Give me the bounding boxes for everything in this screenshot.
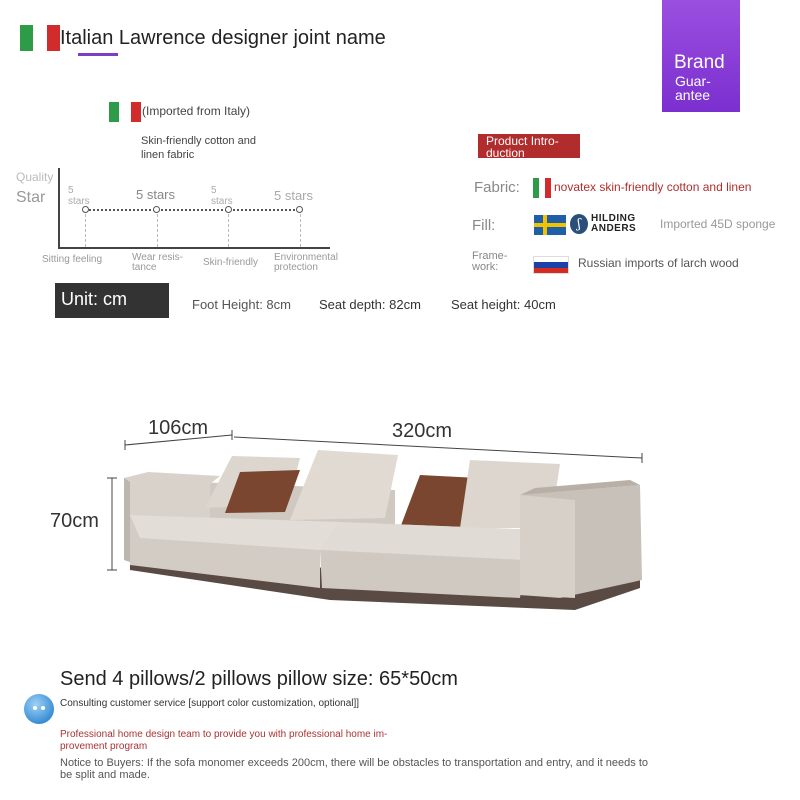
rating-category: Environmental protection xyxy=(274,252,338,273)
unit-badge: Unit: cm xyxy=(55,283,169,318)
chart-y-label-top: Quality xyxy=(16,170,54,184)
rating-guide xyxy=(300,214,301,247)
fill-label: Fill: xyxy=(472,217,496,234)
rating-value: 5 stars xyxy=(68,185,90,207)
professional-text: Professional home design team to provide you with professional home im- provement program xyxy=(60,729,388,752)
consulting-text: Consulting customer service [support color customization, optional]] xyxy=(60,698,360,709)
sofa-illustration xyxy=(0,400,800,630)
title-underline xyxy=(78,53,118,56)
chart-y-axis xyxy=(58,168,60,248)
italy-flag-icon xyxy=(20,25,60,51)
notice-text: Notice to Buyers: If the sofa monomer exceeds 200cm, there will be obstacles to transportation and entry, and it needs to be split and made. xyxy=(60,757,649,781)
sweden-flag-icon xyxy=(534,215,566,235)
russia-flag-icon xyxy=(533,256,569,274)
chart-x-axis xyxy=(58,247,330,249)
hilding-anders-logo xyxy=(570,214,636,234)
page-title: Italian Lawrence designer joint name xyxy=(60,27,386,49)
length-dimension-line xyxy=(234,437,642,458)
italy-flag-icon xyxy=(109,102,141,122)
rating-category: Skin-friendly xyxy=(203,257,259,268)
rating-guide xyxy=(228,214,229,247)
frame-value: Russian imports of larch wood xyxy=(578,256,739,270)
height-label: 70cm xyxy=(50,510,99,532)
rating-point xyxy=(153,206,160,213)
arm-width-label: 106cm xyxy=(148,417,209,439)
brand-guarantee-badge xyxy=(662,0,740,112)
rating-line xyxy=(86,209,302,211)
chart-y-label: Star xyxy=(16,189,46,206)
rating-value: 5 stars xyxy=(136,187,176,202)
rating-guide xyxy=(157,214,158,247)
italy-flag-icon xyxy=(533,178,551,198)
rating-point xyxy=(82,206,89,213)
rating-value: 5 stars xyxy=(211,185,233,207)
fill-brand: HILDING ANDERS xyxy=(591,213,637,234)
customer-service-icon[interactable] xyxy=(24,694,54,724)
product-intro-badge: Product Intro- duction xyxy=(478,134,580,158)
brand-badge-title: Brand xyxy=(674,52,725,73)
rating-point xyxy=(296,206,303,213)
rating-point xyxy=(225,206,232,213)
rating-guide xyxy=(85,214,86,247)
rating-value: 5 stars xyxy=(274,188,314,203)
frame-label: Frame- work: xyxy=(472,250,508,273)
seat-depth: Seat depth: 82cm xyxy=(319,297,421,312)
length-label: 320cm xyxy=(392,420,453,442)
pillow-info: Send 4 pillows/2 pillows pillow size: 65*50cm xyxy=(60,668,458,690)
brand-badge-subtitle: Guar- antee xyxy=(675,73,711,103)
rating-category: Sitting feeling xyxy=(42,254,103,265)
imported-label: (Imported from Italy) xyxy=(142,104,251,118)
fabric-label: Fabric: xyxy=(474,179,520,196)
hilding-logo-icon: ʃ xyxy=(570,214,588,234)
seat-height: Seat height: 40cm xyxy=(451,297,556,312)
foot-height: Foot Height: 8cm xyxy=(192,297,291,312)
fabric-value: novatex skin-friendly cotton and linen xyxy=(554,180,752,194)
fill-value: Imported 45D sponge xyxy=(660,217,776,231)
material-note: Skin-friendly cotton and linen fabric xyxy=(141,135,256,161)
rating-category: Wear resis- tance xyxy=(132,252,183,273)
arm-width-dimension-line xyxy=(125,435,232,445)
